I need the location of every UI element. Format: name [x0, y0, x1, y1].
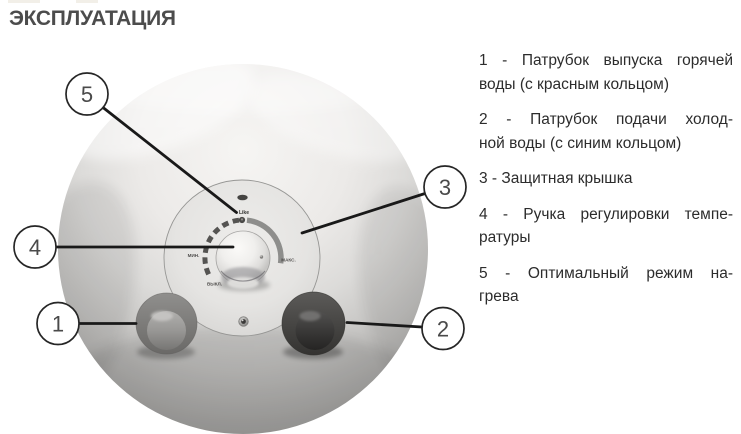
pipe-highlight — [300, 311, 321, 321]
dial-label-min: МИН. — [187, 253, 200, 258]
legend-item-3 — [479, 167, 733, 191]
hot-water-pipe — [136, 293, 197, 354]
callout-number-3: 3 — [438, 175, 452, 200]
mode-marker-glint — [241, 218, 243, 220]
legend-item-2 — [479, 108, 733, 155]
service-screw — [239, 317, 249, 327]
pipe-highlight — [151, 311, 173, 321]
callout-number-5: 5 — [80, 82, 94, 107]
cold-water-pipe — [282, 292, 345, 355]
callout-1 — [37, 303, 79, 345]
legend-item-line: 5 - Оптимальный режим на- — [479, 264, 733, 282]
legend-item-line: воды (с красным кольцом) — [479, 75, 669, 93]
legend-item-line: ной воды (с синим кольцом) — [479, 134, 682, 152]
legend-item-4 — [479, 203, 733, 250]
callout-4 — [14, 226, 56, 268]
callout-number-1: 1 — [51, 311, 65, 337]
callout-5 — [66, 73, 108, 115]
legend-item-line: 1 - Патрубок выпуска горячей — [479, 52, 733, 69]
temperature-knob — [216, 231, 270, 289]
body-highlight — [80, 46, 403, 114]
knob-pointer-glint — [260, 256, 261, 257]
indicator-light — [237, 195, 247, 201]
callout-number-4: 4 — [28, 235, 42, 260]
brand-label: Like — [238, 210, 250, 216]
dial-label-max: МАКС. — [281, 257, 296, 263]
legend-item-line: грева — [479, 288, 519, 305]
legend-item-line: 4 - Ручка регулировки темпе- — [479, 205, 733, 223]
legend-item-line: ратуры — [479, 229, 531, 246]
legend-item-line: 3 - Защитная крышка — [479, 170, 633, 187]
dial-label-off: ВЫКЛ. — [206, 281, 223, 287]
legend-item-1 — [479, 49, 733, 96]
legend-item-5 — [479, 262, 733, 309]
page-title: ЭКСПЛУАТАЦИЯ — [9, 7, 176, 30]
legend — [479, 49, 733, 321]
legend-item-line: 2 - Патрубок подачи холод- — [479, 111, 733, 128]
callout-3 — [424, 166, 466, 208]
callout-number-2: 2 — [436, 316, 450, 342]
callout-2 — [422, 308, 464, 350]
